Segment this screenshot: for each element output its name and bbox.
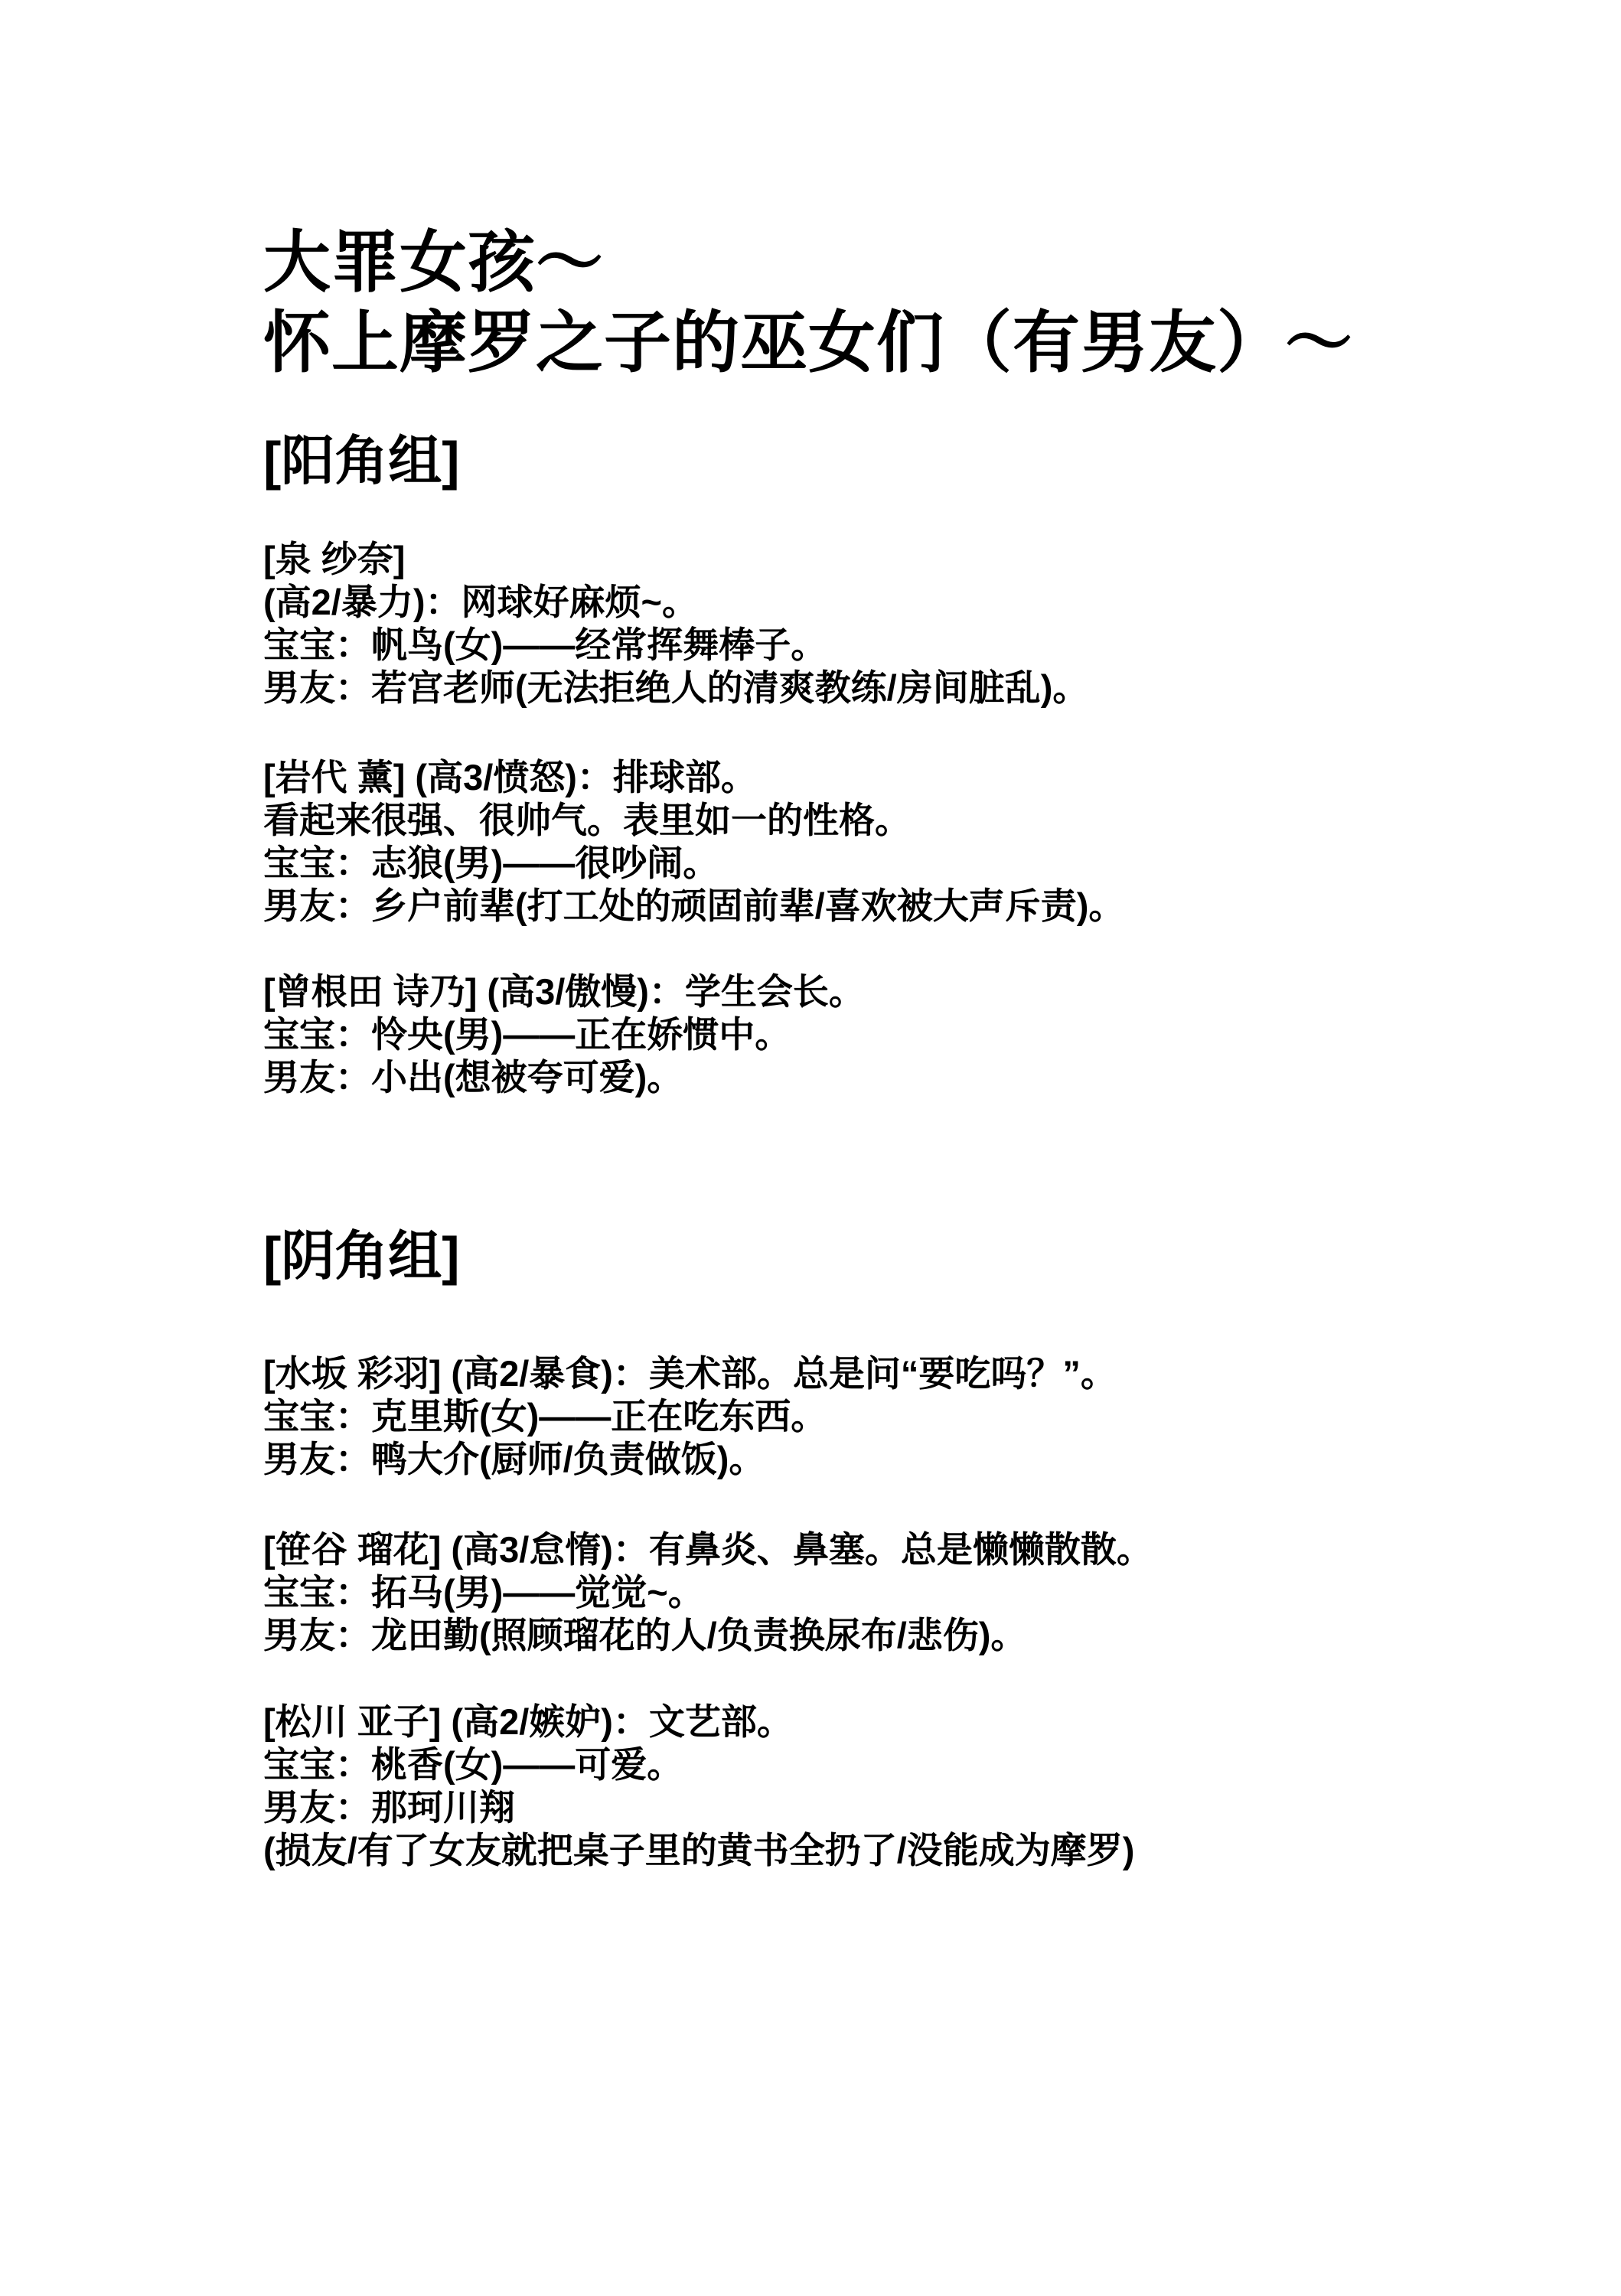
- character-name-line: [水坂 彩羽] (高2/暴食)：美术部。总是问“要吃吗？”。: [263, 1353, 1117, 1394]
- character-baby-line: 宝宝：志狼(男)——很吵闹。: [263, 843, 719, 883]
- character-boyfriend-line: 男友：龙田勤(照顾瑠花的人/负责换尿布/悲伤)。: [263, 1615, 1027, 1655]
- character-boyfriend-line: 男友：小出(想被夸可爱)。: [263, 1057, 683, 1097]
- section-heading-yin-group: [阴角组]: [263, 1226, 460, 1286]
- character-name-line: [岩代 薰] (高3/愤怒)：排球部。: [263, 757, 757, 797]
- character-block-soneda-shino: [263, 970, 865, 1099]
- character-baby-line: 宝宝：帆鸟(女)——经常挥舞棒子。: [263, 625, 827, 665]
- character-block-matsukawa-ako: [263, 1701, 1134, 1872]
- character-baby-line: 宝宝：克里斯(女)——正在吃东西。: [263, 1396, 827, 1437]
- character-block-iwashiro-kaoru: [263, 756, 1124, 928]
- character-name-line: [泉 纱奈]: [263, 539, 406, 579]
- character-name-line: [松川 亚子] (高2/嫉妒)：文艺部。: [263, 1701, 793, 1742]
- character-trait-line: (高2/暴力)：网球好麻烦~。: [263, 582, 698, 622]
- character-boyfriend-note-line: (损友/有了女友就把桌子里的黄书全扔了/没能成为摩罗): [263, 1830, 1135, 1870]
- character-boyfriend-line: 男友：那珂川翔: [263, 1787, 515, 1828]
- section-heading-yang-group: [阳角组]: [263, 431, 460, 491]
- title-line-1: 大罪女孩～: [263, 224, 605, 300]
- character-block-izumi-sana: [263, 538, 1088, 709]
- character-boyfriend-line: 男友：若宫老师(无法拒绝人的清爽教练/房间脏乱)。: [263, 667, 1089, 708]
- character-baby-line: 宝宝：怜央(男)——正在娇惯中。: [263, 1014, 791, 1055]
- character-boyfriend-line: 男友：鸭大介(厨师/负责做饭)。: [263, 1439, 765, 1479]
- character-baby-line: 宝宝：桃香(女)——可爱。: [263, 1744, 683, 1785]
- character-block-mizusaka-iroha: [263, 1352, 1117, 1481]
- character-baby-line: 宝宝：拓马(男)——觉觉~。: [263, 1572, 704, 1613]
- character-name-line: [曾根田 诗乃] (高3/傲慢)：学生会长。: [263, 971, 865, 1012]
- character-trait-line: 看起来很强、很帅气。表里如一的性格。: [263, 800, 911, 840]
- document-title: [263, 222, 1353, 383]
- character-name-line: [笹谷 瑠花] (高3/怠惰)：有鼻炎、鼻塞。总是懒懒散散。: [263, 1529, 1153, 1570]
- character-block-sasatani-ruka: [263, 1528, 1153, 1657]
- title-line-2: 怀上摩罗之子的巫女们（有男友）～: [263, 305, 1354, 380]
- character-boyfriend-line: 男友：乡户前辈(打工处的顽固前辈/喜欢被大声斥责)。: [263, 885, 1125, 926]
